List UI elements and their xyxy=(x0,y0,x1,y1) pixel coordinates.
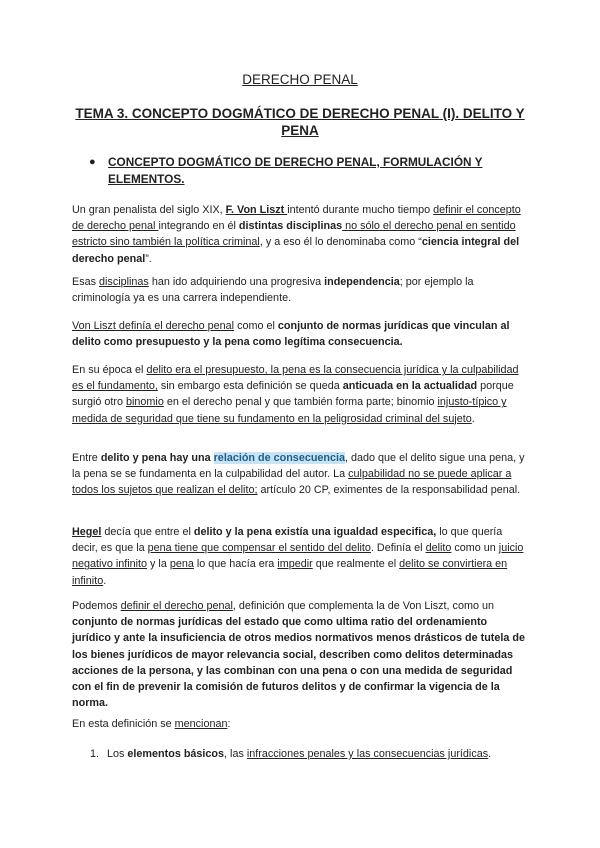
paragraph-epoca xyxy=(72,362,528,427)
underlined-text: juicio negativo infinito xyxy=(72,542,524,571)
underlined-text: binomio xyxy=(126,396,164,409)
highlighted-text: relación de consecuencia xyxy=(213,452,346,464)
bold-text: elementos básicos xyxy=(127,748,225,760)
underlined-text: mencionan xyxy=(174,718,228,730)
underlined-text: pena xyxy=(169,558,194,571)
paragraph-hegel xyxy=(72,524,528,589)
paragraph-von-liszt xyxy=(72,202,528,267)
text-run: . xyxy=(471,412,475,425)
text-run: , definición que complementa la de Von Liszt, como un xyxy=(232,600,494,612)
underlined-text: injusto-típico y medida de seguridad que tiene su fundamento en la peligrosidad criminal del sujeto xyxy=(72,396,507,425)
text-run: intentó durante mucho tiempo xyxy=(287,204,434,216)
bold-text: conjunto de normas jurídicas que vinculan al delito como presupuesto y la pena como legítima consecuencia. xyxy=(72,320,510,349)
underlined-text: culpabilidad no se puede aplicar a todos los sujetos que realizan el delito; xyxy=(72,468,512,497)
underlined-text: disciplinas xyxy=(99,276,149,288)
list-number: 1. xyxy=(90,748,100,760)
text-run: . xyxy=(103,574,107,587)
text-run: Entre xyxy=(72,452,101,464)
underlined-text: Von Liszt definía el derecho penal xyxy=(72,320,235,332)
text-run: Esas xyxy=(72,276,100,288)
text-run: Un gran penalista del siglo XIX, xyxy=(72,204,226,216)
text-run: que realmente el xyxy=(312,558,400,571)
bold-text: delito y la pena existía una igualdad especifica, xyxy=(193,526,437,538)
bold-text: delito y pena hay una xyxy=(100,452,214,464)
text-run: integrando en él xyxy=(158,220,239,233)
text-run: lo que quería decir, es que la xyxy=(72,526,503,555)
underlined-text: pena tiene que compensar el sentido del delito xyxy=(147,542,371,555)
paragraph-disciplinas xyxy=(72,274,528,306)
paragraph-definicion-liszt xyxy=(72,318,528,350)
text-run: : xyxy=(227,718,231,730)
author-name: Hegel xyxy=(72,526,102,538)
document-title: DERECHO PENAL xyxy=(242,72,358,87)
text-run: como un xyxy=(451,542,499,555)
text-run: porque surgió otro xyxy=(72,380,514,409)
text-run: . Definía el xyxy=(370,542,426,555)
underlined-text: infracciones penales y las consecuencias jurídicas xyxy=(246,748,489,760)
underlined-text: definir el concepto de derecho penal xyxy=(72,204,521,233)
list-text xyxy=(107,746,527,762)
bold-text: distintas disciplinas xyxy=(238,220,343,233)
text-run: como el xyxy=(234,320,278,332)
text-run: , y a eso él lo denominaba como “ xyxy=(259,236,422,249)
bold-text: independencia xyxy=(324,276,400,288)
text-run: ; por ejemplo la criminología ya es una carrera independiente. xyxy=(72,276,474,305)
topic-heading: TEMA 3. CONCEPTO DOGMÁTICO DE DERECHO PENAL (I). DELITO Y PENA xyxy=(75,106,525,138)
text-run: En esta definición se xyxy=(72,718,175,730)
author-name: F. Von Liszt xyxy=(225,204,288,216)
text-run: artículo 20 CP, eximentes de la responsabilidad penal. xyxy=(257,484,521,497)
paragraph-definicion-actual xyxy=(72,598,528,711)
text-run: y la xyxy=(147,558,170,571)
underlined-text: delito xyxy=(425,542,452,555)
text-run: ”. xyxy=(145,252,152,265)
bullet-icon: ● xyxy=(89,156,96,168)
text-run: en el derecho penal y que también forma parte; binomio xyxy=(163,396,438,409)
underlined-text: impedir xyxy=(277,558,313,571)
text-run: Los xyxy=(107,748,128,760)
paragraph-relacion xyxy=(72,450,528,499)
text-run: han ido adquiriendo una progresiva xyxy=(148,276,325,288)
underlined-text: delito era el presupuesto, la pena es la consecuencia jurídica y la culpabilidad es el fundamento, xyxy=(72,364,519,393)
text-run: , las xyxy=(224,748,247,760)
text-run: lo que hacía era xyxy=(193,558,278,571)
bold-text: conjunto de normas jurídicas del estado que como ultima ratio del ordenamiento jurídico y ante la insuficiencia de otros medios normativos menos drásticos de tutela de los bienes jurídicos de mayor relevancia social, describen como delitos determinadas acciones de la persona, y las combinan con una pena o con una medida de seguridad con el fin de prevenir la comisión de futuros delitos y de confirmar la vigencia de la norma. xyxy=(72,616,525,710)
bold-text: anticuada en la actualidad xyxy=(342,380,478,393)
underlined-text: no sólo el derecho penal en sentido estricto sino también la política criminal xyxy=(72,220,516,249)
underlined-text: delito se convirtiera en infinito xyxy=(72,558,508,587)
section-heading: CONCEPTO DOGMÁTICO DE DERECHO PENAL, FORMULACIÓN Y ELEMENTOS. xyxy=(108,155,483,186)
text-run: , dado que el delito sigue una pena, y la pena se se fundamenta en la culpabilidad del autor. La xyxy=(72,452,525,481)
text-run: Podemos xyxy=(72,600,121,612)
text-run: decía que entre el xyxy=(101,526,194,538)
text-run: En su época el xyxy=(72,364,147,376)
bold-text: ciencia integral del derecho penal xyxy=(72,236,520,265)
paragraph-menciones xyxy=(72,716,528,732)
text-run: sin embargo esta definición se queda xyxy=(157,380,343,393)
text-run: . xyxy=(488,748,492,760)
underlined-text: definir el derecho penal xyxy=(120,600,233,612)
